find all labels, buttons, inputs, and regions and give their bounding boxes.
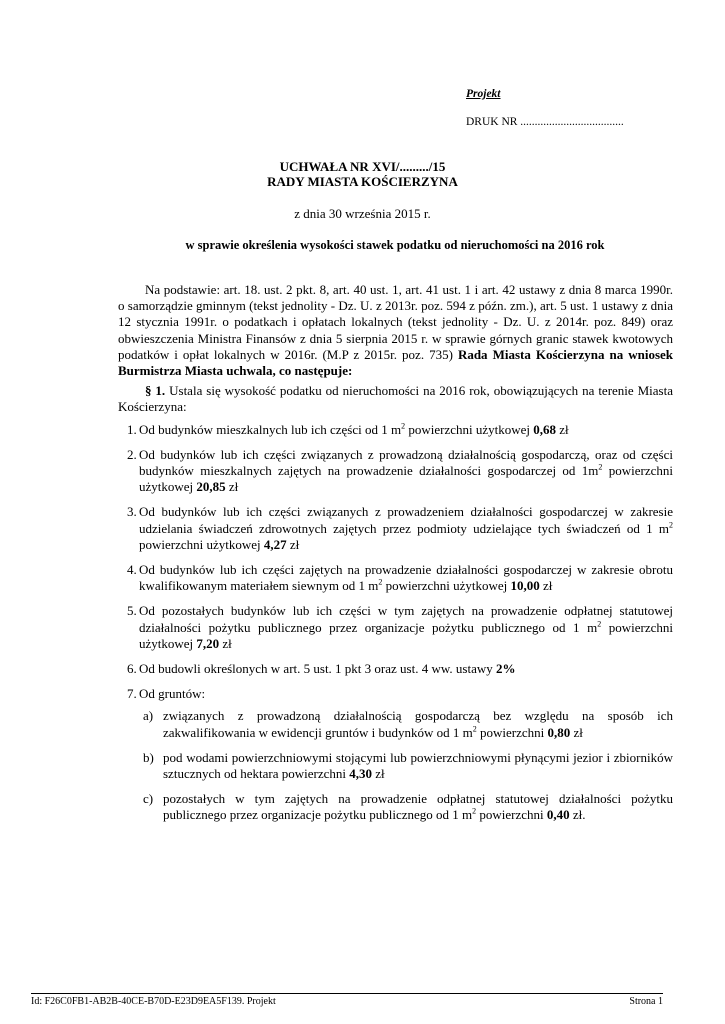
document-body — [118, 282, 673, 833]
sub-item-text: związanych z prowadzoną działalnością gospodarczą bez względu na sposób ich zakwalifikowania w ewidencji gruntów i budynków od 1 m — [163, 708, 673, 740]
item-unit: zł — [225, 479, 239, 495]
list-item — [118, 603, 673, 652]
list-item — [118, 562, 673, 594]
section-1-text: Ustala się wysokość podatku od nieruchomości na 2016 rok, obowiązujących na terenie Miasta Kościerzyna: — [118, 383, 674, 415]
item-sup: 2 — [598, 462, 603, 472]
sub-item-text-post: powierzchni — [476, 724, 548, 740]
item-value: 4,27 — [263, 536, 287, 552]
sub-item-text: pod wodami powierzchniowymi stojącymi lub powierzchniowymi płynącymi jezior i zbiorników sztucznych od hektara powierzchni — [163, 749, 673, 782]
item-text-post: powierzchni użytkowej — [405, 421, 534, 437]
item-value: 10,00 — [510, 578, 540, 594]
sub-list-item — [143, 750, 673, 782]
item-text: Od gruntów: — [139, 686, 206, 702]
document-id: Id: F26C0FB1-AB2B-40CE-B70D-E23D9EA5F139. Projekt — [31, 996, 276, 1007]
item-value: 20,85 — [196, 479, 226, 495]
projekt-label: Projekt — [466, 88, 501, 100]
footer-divider — [31, 993, 663, 994]
sub-item-value: 0,40 — [546, 807, 570, 823]
list-item — [118, 686, 673, 823]
resolution-date: z dnia 30 września 2015 r. — [294, 206, 431, 221]
sub-item-sup: 2 — [472, 724, 477, 734]
sub-item-letter: a) — [143, 708, 154, 724]
item-text: Od budowli określonych w art. 5 ust. 1 pkt 3 oraz ust. 4 ww. ustawy — [139, 661, 496, 677]
item-text: Od pozostałych budynków lub ich części w tym zajętych na prowadzenie odpłatnej statutowej działalności pożytku publicznego przez organizacje pożytku publicznego od 1 m — [139, 603, 673, 635]
list-item — [118, 504, 673, 553]
item-sup: 2 — [669, 520, 673, 530]
item-number: 5. — [127, 603, 137, 619]
item-unit: zł — [286, 536, 300, 552]
list-item — [118, 447, 673, 496]
item-unit: zł — [539, 578, 553, 594]
preamble-text: Na podstawie: art. 18. ust. 2 pkt. 8, art. 40 ust. 1, art. 41 ust. 1 i art. 42 ustawy z dnia 8 marca 1990r. o samorządzie gminnym (tekst jednolity - Dz. U. z 2013r. poz. 594 z późn. zm.), art. 5 ust. 1 ustawy z dnia 12 stycznia 1991r. o podatkach i opłatach lokalnych (tekst jednolity - Dz. U. z 2014r. poz. 849) oraz obwieszczenia Ministra Finansów z dnia 5 sierpnia 2015 r. w sprawie górnych granic stawek kwotowych podatków i opłat lokalnych w 2016r. (M.P z 2015r. poz. 735) — [118, 282, 673, 362]
sub-list-item — [143, 791, 673, 823]
item-number: 3. — [127, 504, 137, 520]
item-text: Od budynków lub ich części zajętych na prowadzenie działalności gospodarczej w zakresie obrotu kwalifikowanym materiałem siewnym od 1 m — [139, 562, 673, 594]
sub-item-unit: zł. — [569, 807, 586, 823]
item-number: 6. — [127, 661, 137, 677]
sub-item-text: pozostałych w tym zajętych na prowadzenie odpłatnej statutowej działalności pożytku publicznego przez organizacje pożytku publicznego od 1 m — [163, 791, 673, 823]
rate-list — [118, 422, 673, 824]
item-text-post: powierzchni użytkowej — [382, 578, 511, 594]
sub-item-value: 0,80 — [547, 724, 571, 740]
council-name: RADY MIASTA KOŚCIERZYNA — [267, 174, 458, 189]
item-sup: 2 — [597, 619, 602, 629]
druk-number: DRUK NR .................................... — [466, 116, 624, 128]
sub-item-unit: zł — [570, 724, 583, 740]
item-sup: 2 — [378, 577, 383, 587]
item-text: Od budynków lub ich części związanych z prowadzoną działalnością gospodarczą, oraz od części budynków mieszkalnych zajętych na prowadzenie działalności gospodarczej od 1m — [139, 446, 673, 479]
item-sup: 2 — [401, 421, 406, 431]
item-unit: zł — [556, 421, 569, 437]
item-text: Od budynków mieszkalnych lub ich części od 1 m — [139, 421, 402, 437]
item-number: 7. — [127, 686, 137, 702]
item-number: 1. — [127, 421, 137, 437]
page-number: Strona 1 — [629, 996, 663, 1007]
resolution-subject: w sprawie określenia wysokości stawek podatku od nieruchomości na 2016 rok — [185, 238, 605, 252]
item-number: 2. — [127, 446, 137, 462]
list-item — [118, 422, 673, 438]
sub-item-text-post: powierzchni — [476, 807, 547, 823]
sub-item-letter: c) — [143, 791, 154, 807]
item-value: 0,68 — [533, 421, 557, 437]
item-number: 4. — [127, 562, 137, 578]
item-value: 7,20 — [196, 635, 220, 651]
sub-item-letter: b) — [143, 749, 154, 765]
sub-item-sup: 2 — [472, 807, 477, 817]
preamble — [118, 282, 673, 379]
item-text-post: powierzchni użytkowej — [139, 463, 673, 495]
item-value: 2% — [495, 661, 516, 677]
sub-list-item — [143, 708, 673, 740]
item-unit: zł — [219, 635, 232, 651]
sub-item-value: 4,30 — [349, 766, 373, 782]
preamble-bold: Rada Miasta Kościerzyna na wniosek Burmistrza Miasta uchwala, co następuje: — [118, 346, 673, 379]
item-text-post: powierzchni użytkowej — [139, 536, 264, 552]
land-rate-list — [139, 708, 673, 823]
sub-item-unit: zł — [372, 766, 385, 782]
section-1 — [118, 383, 673, 415]
list-item — [118, 661, 673, 677]
resolution-title: UCHWAŁA NR XVI/........./15 — [279, 159, 446, 174]
section-1-label: § 1. — [145, 383, 166, 399]
item-text-post: powierzchni użytkowej — [139, 619, 673, 651]
item-text: Od budynków lub ich części związanych z prowadzeniem działalności gospodarczej w zakresie udzielania świadczeń zdrowotnych zajętych przez podmioty udzielające tych świadczeń od 1 m — [139, 504, 673, 536]
